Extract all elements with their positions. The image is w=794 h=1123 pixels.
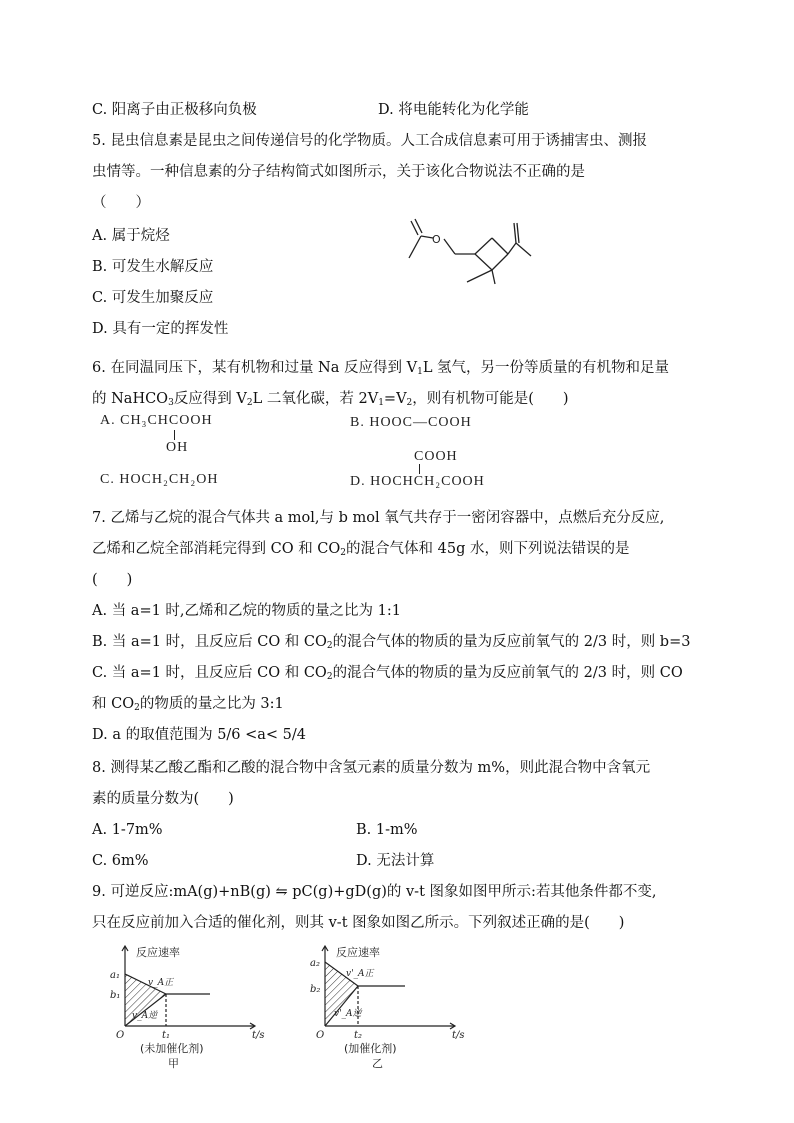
graph-jia-vreverse: v_A逆 — [132, 1011, 158, 1021]
q7-option-c-cont: 和 $CO_2$的物质的量之比为 3:1 — [92, 696, 284, 713]
q5-option-c: C. 可发生加聚反应 — [92, 290, 214, 306]
q8-stem-line2: 素的质量分数为( ) — [92, 791, 234, 807]
pheromone-structure-diagram — [395, 208, 535, 288]
q7-option-b: B. 当 a=1 时，且反应后 CO 和 $CO_2$的混合气体的物质的量为反应前氧气的 2/3 时，则 b=3 — [92, 634, 691, 651]
q6-option-d-bond — [419, 464, 420, 474]
graph-yi-a2: a₂ — [310, 958, 320, 969]
q6-option-d-cooh: COOH — [414, 449, 458, 464]
oxygen-atom-label: O — [432, 233, 441, 246]
q5-stem-line2: 虫情等。一种信息素的分子结构简式如图所示，关于该化合物说法不正确的是 — [92, 164, 585, 180]
q7-option-d: D. a 的取值范围为 5/6 <a< 5/4 — [92, 727, 307, 743]
graph-jia-origin: O — [116, 1030, 125, 1041]
q9-stem-line1: 9. 可逆反应:mA(g)+nB(g) ⇋ pC(g)+gD(g)的 v-t 图象如图甲所示:若其他条件都不变, — [92, 884, 657, 900]
graph-yi-t2: t₂ — [354, 1030, 363, 1041]
graph-yi-vreverse: v'_A逆 — [334, 1009, 362, 1019]
q6-option-a-bond — [174, 430, 175, 440]
q8-option-c: C. 6m% — [92, 853, 149, 869]
q5-answer-paren: （ ） — [92, 195, 150, 211]
vt-graph-jia — [100, 938, 280, 1073]
graph-jia-label: 甲 — [168, 1057, 179, 1070]
q4-option-c: C. 阳离子由正极移向负极 — [92, 102, 257, 118]
q6-option-a: A. CH₃CHCOOH — [100, 413, 213, 428]
q5-option-a: A. 属于烷烃 — [92, 228, 170, 244]
q7-stem-line1: 7. 乙烯与乙烷的混合气体共 a mol,与 b mol 氧气共存于一密闭容器中，点燃后充分反应, — [92, 510, 665, 526]
graph-yi-vforward: v'_A正 — [346, 969, 374, 979]
graph-yi-label: 乙 — [372, 1057, 383, 1070]
q6-option-d: D. HOCHCH₂COOH — [350, 474, 485, 489]
q5-stem-line1: 5. 昆虫信息素是昆虫之间传递信号的化学物质。人工合成信息素可用于诱捕害虫、测报 — [92, 133, 647, 149]
graph-yi-b2: b₂ — [310, 984, 321, 995]
q6-option-a-oh: OH — [166, 440, 189, 455]
q5-option-b: B. 可发生水解反应 — [92, 259, 214, 275]
q5-option-d: D. 具有一定的挥发性 — [92, 321, 229, 337]
q6-stem-line1: 6. 在同温同压下，某有机物和过量 Na 反应得到 $V_1L$ 氢气，另一份等质量的有机物和足量 — [92, 360, 670, 377]
q7-option-a: A. 当 a=1 时,乙烯和乙烷的物质的量之比为 1:1 — [92, 603, 401, 619]
graph-yi-xunit: t/s — [452, 1030, 465, 1041]
graph-jia-xunit: t/s — [252, 1030, 265, 1041]
q6-option-c: C. HOCH₂CH₂OH — [100, 472, 219, 487]
q8-option-d: D. 无法计算 — [356, 853, 435, 869]
graph-jia-b1: b₁ — [110, 990, 121, 1001]
q7-option-c: C. 当 a=1 时，且反应后 CO 和 $CO_2$的混合气体的物质的量为反应前氧气的 2/3 时，则 CO — [92, 665, 683, 682]
q9-stem-line2: 只在反应前加入合适的催化剂，则其 v-t 图象如图乙所示。下列叙述正确的是( ) — [92, 915, 625, 931]
q7-stem-line2: 乙烯和乙烷全部消耗完得到 CO 和 $CO_2$的混合气体和 45g 水，则下列说法错误的是 — [92, 541, 630, 558]
q6-stem-line2: 的 NaHCO$_3$反应得到 $V_2L$ 二氧化碳，若 $2V_1=V_2$，则有机物可能是( ) — [92, 391, 569, 408]
graph-jia-ylabel: 反应速率 — [136, 946, 180, 959]
q8-option-a: A. 1-7m% — [92, 822, 163, 838]
q8-option-b: B. 1-m% — [356, 822, 418, 838]
vt-graph-yi — [300, 938, 480, 1073]
graph-yi-caption: (加催化剂) — [344, 1042, 397, 1055]
q7-answer-paren: ( ) — [92, 572, 133, 588]
q4-option-d: D. 将电能转化为化学能 — [378, 102, 529, 118]
graph-jia-caption: (未加催化剂) — [140, 1042, 204, 1055]
graph-jia-vforward: v_A正 — [148, 978, 174, 988]
graph-jia-a1: a₁ — [110, 970, 120, 981]
q8-stem-line1: 8. 测得某乙酸乙酯和乙酸的混合物中含氢元素的质量分数为 m%，则此混合物中含氧元 — [92, 760, 651, 776]
graph-yi-ylabel: 反应速率 — [336, 946, 380, 959]
q6-option-b: B. HOOC—COOH — [350, 415, 472, 430]
graph-yi-origin: O — [316, 1030, 325, 1041]
graph-jia-t1: t₁ — [162, 1030, 171, 1041]
